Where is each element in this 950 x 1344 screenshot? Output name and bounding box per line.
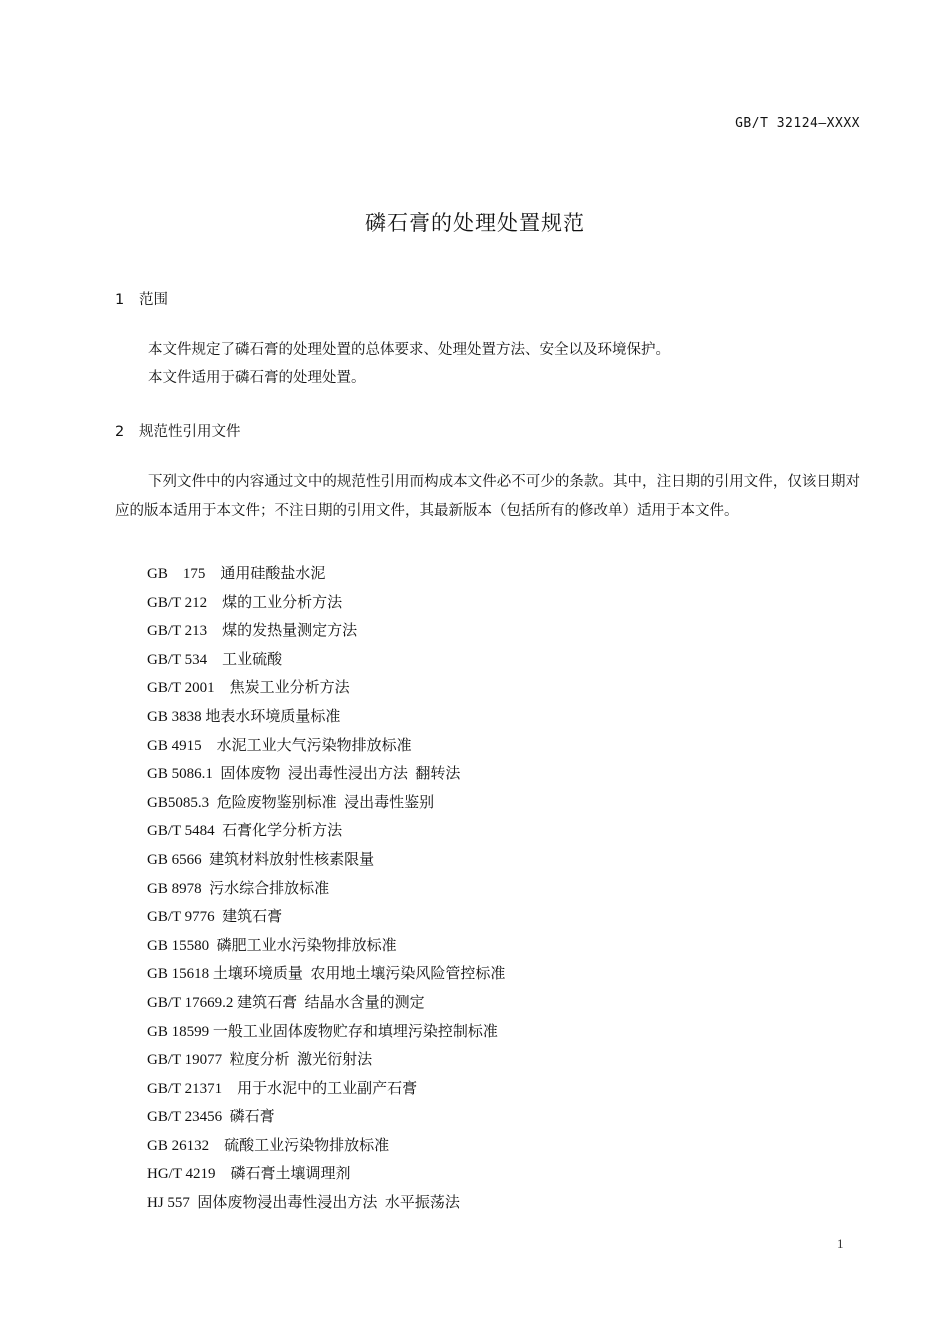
document-title: 磷石膏的处理处置规范 — [365, 211, 585, 235]
reference-item: GB 6566 建筑材料放射性核素限量 — [147, 851, 375, 868]
section-title: 范围 — [139, 292, 168, 308]
scope-paragraph-2: 本文件适用于磷石膏的处理处置。 — [148, 370, 366, 386]
references-intro-paragraph: 下列文件中的内容通过文中的规范性引用而构成本文件必不可少的条款。其中，注日期的引用文件，仅该日期对应的版本适用于本文件；不注日期的引用文件，其最新版本（包括所有的修改单）适用于本文件。 — [115, 474, 860, 519]
reference-item: GB/T 17669.2 建筑石膏 结晶水含量的测定 — [147, 994, 425, 1011]
reference-item: GB5085.3 危险废物鉴别标准 浸出毒性鉴别 — [147, 794, 435, 811]
page-number: 1 — [837, 1236, 844, 1251]
section-heading-normative-references — [115, 420, 241, 441]
reference-item: GB/T 5484 石膏化学分析方法 — [147, 823, 343, 840]
reference-item: GB/T 23456 磷石膏 — [147, 1109, 275, 1126]
reference-item: GB 26132 硫酸工业污染物排放标准 — [147, 1137, 390, 1154]
reference-item: GB 5086.1 固体废物 浸出毒性浸出方法 翻转法 — [147, 766, 461, 783]
reference-item: GB/T 212 煤的工业分析方法 — [147, 594, 343, 611]
reference-item: GB 4915 水泥工业大气污染物排放标准 — [147, 737, 412, 754]
reference-item: HJ 557 固体废物浸出毒性浸出方法 水平振荡法 — [147, 1195, 460, 1212]
reference-item: GB 175 通用硅酸盐水泥 — [147, 566, 326, 582]
reference-item: GB 8978 污水综合排放标准 — [147, 880, 330, 897]
reference-item: GB 18599 一般工业固体废物贮存和填埋污染控制标准 — [147, 1023, 498, 1040]
reference-item: GB 15580 磷肥工业水污染物排放标准 — [147, 937, 397, 954]
scope-paragraph-1: 本文件规定了磷石膏的处理处置的总体要求、处理处置方法、安全以及环境保护。 — [148, 342, 670, 358]
reference-item: GB 15618 土壤环境质量 农用地土壤污染风险管控标准 — [147, 966, 506, 983]
reference-item: HG/T 4219 磷石膏土壤调理剂 — [147, 1166, 351, 1183]
section-number: 2 — [115, 424, 125, 440]
reference-item: GB/T 9776 建筑石膏 — [147, 909, 283, 926]
reference-item: GB/T 19077 粒度分析 激光衍射法 — [147, 1052, 373, 1069]
section-title: 规范性引用文件 — [139, 424, 241, 440]
standard-code: GB/T 32124—XXXX — [735, 116, 860, 131]
reference-item: GB/T 534 工业硫酸 — [147, 651, 283, 668]
reference-item: GB/T 2001 焦炭工业分析方法 — [147, 680, 350, 697]
reference-list — [147, 560, 505, 1218]
section-number: 1 — [115, 292, 125, 308]
reference-item: GB 3838 地表水环境质量标准 — [147, 708, 341, 725]
reference-item: GB/T 213 煤的发热量测定方法 — [147, 623, 358, 640]
section-heading-scope — [115, 288, 168, 309]
reference-item: GB/T 21371 用于水泥中的工业副产石膏 — [147, 1080, 418, 1097]
